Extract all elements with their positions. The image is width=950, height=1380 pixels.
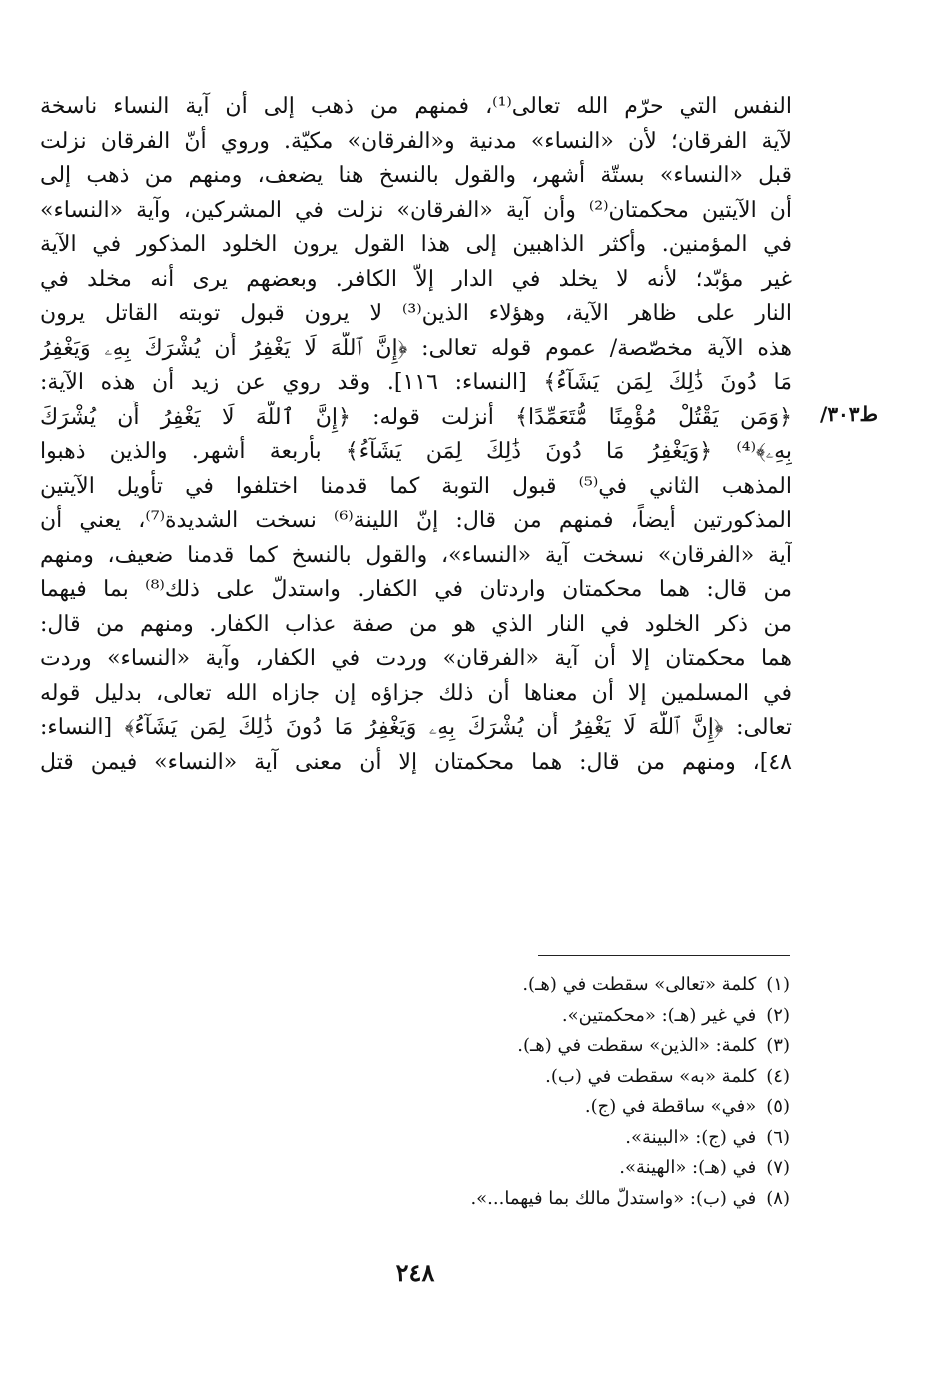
text-line: قبل «النساء» بستّة أشهر، والقول بالنسخ هنا يضعف، ومنهم من ذهب إلى bbox=[40, 163, 792, 188]
footnote-text: في (ج): «البينة». bbox=[625, 1126, 757, 1148]
footnote-number: (٨) bbox=[766, 1187, 790, 1209]
footnote-text: في غير (هـ): «محكمتين». bbox=[561, 1004, 757, 1026]
text-line: مَا دُونَ ذَٰلِكَ لِمَن يَشَآءُ﴾ [النساء: ١١٦]. وقد روي عن زيد أن هذه الآية: bbox=[40, 370, 792, 395]
text-line: في المؤمنين. وأكثر الذاهبين إلى هذا القول يرون الخلود المذكور في الآية bbox=[40, 232, 792, 257]
text-line: هما محكمتان إلا أن آية «الفرقان» وردت في الكفار، وآية «النساء» وردت bbox=[40, 646, 792, 671]
text-line: في المسلمين إلا أن معناها أن ذلك جزاؤه إن جازاه الله تعالى، بدليل قوله bbox=[40, 680, 792, 706]
text-line: غير مؤبّد؛ لأنه لا يخلد في الدار إلاّ الكافر. وبعضهم يرى أنه مخلد في bbox=[40, 266, 792, 292]
footnote-text: كلمة «به» سقطت في (ب). bbox=[545, 1065, 757, 1087]
text-line: من ذكر الخلود في النار الذي هو من صفة عذاب الكفار. ومنهم من قال: bbox=[40, 611, 792, 637]
text-line: لآية الفرقان؛ لأن «النساء» مدنية و«الفرقان» مكيّة. وروي أنّ الفرقان نزلت bbox=[40, 128, 792, 154]
text-line: أن الآيتين محكمتان⁽²⁾ وأن آية «الفرقان» نزلت في المشركين، وآية «النساء» bbox=[40, 197, 792, 223]
text-line: ٤٨]، ومنهم من قال: هما محكمتان إلا أن معنى آية «النساء» فيمن قتل bbox=[40, 749, 792, 775]
footnote bbox=[300, 1062, 790, 1093]
text-line: بِهِۦ﴾⁽⁴⁾ ﴿وَيَغْفِرُ مَا دُونَ ذَٰلِكَ لِمَن يَشَآءُ﴾ بأربعة أشهر. والذين ذهبوا bbox=[40, 439, 792, 464]
text-line: المذهب الثاني في⁽⁵⁾ قبول التوبة كما قدمنا اختلفوا في تأويل الآيتين bbox=[40, 473, 792, 499]
text-line: هذه الآية مخصّصة/ عموم قوله تعالى: ﴿إِنَّ ٱللَّهَ لَا يَغْفِرُ أَن يُشْرَكَ بِهِۦ وَيَغْفِرُ bbox=[40, 335, 792, 361]
footnote bbox=[300, 1153, 790, 1184]
footnote-text: في (ب): «واستدلّ مالك بما فيهما...». bbox=[470, 1187, 757, 1209]
text-line: النفس التي حرّم الله تعالى⁽¹⁾، فمنهم من ذهب إلى أن آية النساء ناسخة bbox=[40, 94, 792, 119]
footnote-number: (٢) bbox=[766, 1004, 790, 1026]
footnote-number: (٥) bbox=[766, 1096, 790, 1117]
footnote-number: (١) bbox=[766, 974, 790, 995]
text-line: ﴿وَمَن يَقْتُلْ مُؤْمِنًا مُّتَعَمِّدًا﴾ أنزلت قوله: ﴿إِنَّ ٱللَّهَ لَا يَغْفِرُ أَن يُشْرَكَ bbox=[40, 404, 792, 430]
text-line: من قال: هما محكمتان واردتان في الكفار. واستدلّ على ذلك⁽⁸⁾ بما فيهما bbox=[40, 577, 792, 602]
footnote-separator bbox=[538, 955, 790, 956]
footnote-number: (٦) bbox=[766, 1126, 790, 1148]
footnote-text: «في» ساقطة في (ج). bbox=[584, 1096, 757, 1117]
footnote bbox=[300, 1001, 790, 1032]
footnote-number: (٣) bbox=[766, 1035, 790, 1056]
footnote bbox=[300, 1123, 790, 1154]
text-line: النار على ظاهر الآية، وهؤلاء الذين⁽³⁾ لا يرون قبول توبته القاتل يرون bbox=[40, 301, 792, 326]
footnote-number: (٧) bbox=[766, 1157, 790, 1178]
footnote bbox=[300, 1031, 790, 1062]
footnote bbox=[300, 970, 790, 1001]
footnote bbox=[300, 1184, 790, 1215]
page-number: ٢٤٨ bbox=[395, 1258, 435, 1287]
main-text bbox=[40, 90, 792, 780]
text-line: تعالى: ﴿إِنَّ ٱللَّهَ لَا يَغْفِرُ أَن يُشْرَكَ بِهِۦ وَيَغْفِرُ مَا دُونَ ذَٰلِكَ لِمَن يَشَآءُ﴾ [النساء: bbox=[40, 715, 792, 740]
footnote-number: (٤) bbox=[766, 1065, 790, 1087]
footnote-text: كلمة: «الذين» سقطت في (هـ). bbox=[517, 1035, 757, 1056]
footnote-text: في (هـ): «الهينة». bbox=[619, 1157, 757, 1178]
footnote bbox=[300, 1092, 790, 1123]
margin-folio-note: ط۳۰۳/ bbox=[820, 402, 879, 426]
text-line: المذكورتين أيضاً، فمنهم من قال: إنّ اللينة⁽⁶⁾ نسخت الشديدة⁽⁷⁾، يعني أن bbox=[40, 508, 792, 533]
text-line: آية «الفرقان» نسخت آية «النساء»، والقول بالنسخ كما قدمنا ضعيف، ومنهم bbox=[40, 542, 792, 568]
footnote-text: كلمة «تعالى» سقطت في (هـ). bbox=[522, 974, 757, 995]
footnotes bbox=[300, 970, 790, 1214]
